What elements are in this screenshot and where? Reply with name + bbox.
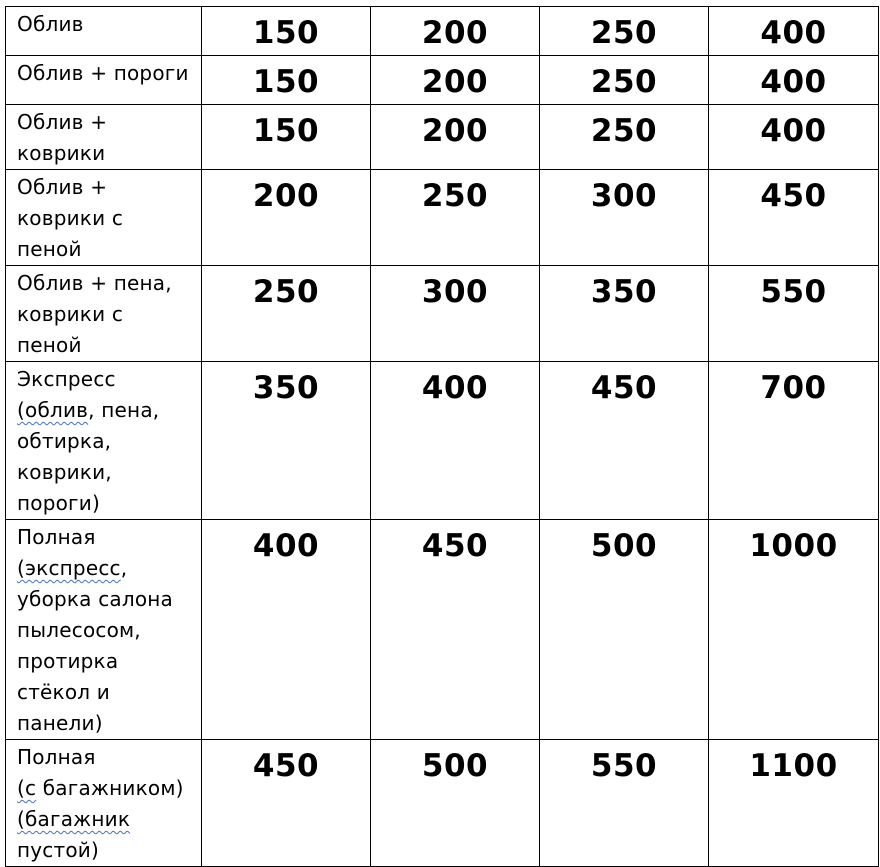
price-value: 250 [590,113,658,149]
price-cell [709,7,879,56]
service-label [6,266,201,361]
price-cell [540,170,709,266]
table-row [6,266,879,362]
price-value: 450 [252,748,320,784]
service-cell [6,170,202,266]
service-label [6,362,201,519]
price-value: 350 [252,370,320,406]
price-value: 550 [590,748,658,784]
price-value: 250 [421,178,489,214]
price-cell [371,170,540,266]
price-value: 550 [760,274,827,310]
table-row [6,362,879,520]
price-cell [371,266,540,362]
service-cell [6,740,202,867]
price-value: 1100 [749,748,838,784]
table-row [6,7,879,56]
price-value: 150 [252,113,320,149]
price-value: 1000 [749,528,838,564]
price-value: 400 [252,528,320,564]
price-value: 500 [590,528,658,564]
price-value: 150 [252,64,320,100]
price-cell [371,105,540,170]
price-cell [202,740,371,867]
price-cell [202,170,371,266]
service-label [6,740,201,866]
service-text: , уборка салона пылесосом, протирка стёкол и панели) [17,556,173,735]
service-label [6,520,201,739]
service-label [6,7,201,40]
table-row [6,740,879,867]
price-cell [202,7,371,56]
price-value: 500 [421,748,489,784]
service-cell [6,7,202,56]
service-text: Полная [17,745,96,769]
service-text: Облив + коврики с пеной [17,175,124,261]
price-cell [202,362,371,520]
table-row [6,105,879,170]
price-cell [540,362,709,520]
service-text: Полная [17,525,96,549]
spellcheck-flagged-text: (с [17,776,37,800]
spellcheck-flagged-text: (багажник [17,807,131,831]
price-value: 150 [252,15,320,51]
spellcheck-flagged-text: (экспресс [17,556,121,580]
price-cell [709,56,879,105]
table-row [6,520,879,740]
price-value: 200 [421,64,489,100]
service-cell [6,56,202,105]
service-text: Облив [17,12,84,36]
price-value: 250 [590,64,658,100]
price-cell [371,362,540,520]
service-text: багажником) [42,776,184,800]
price-cell [540,740,709,867]
service-text: Облив + пена, коврики с пеной [17,271,172,357]
price-value: 400 [421,370,489,406]
price-cell [540,105,709,170]
price-value: 400 [760,113,827,149]
price-table [5,6,879,867]
price-value: 450 [590,370,658,406]
price-value: 250 [590,15,658,51]
service-text: Облив + коврики [17,110,108,165]
service-label [6,56,201,89]
price-cell [540,7,709,56]
service-label [6,170,201,265]
price-value: 700 [760,370,827,406]
price-value: 450 [421,528,489,564]
service-text: пустой) [17,838,99,862]
price-value: 400 [760,15,827,51]
service-cell [6,266,202,362]
price-cell [709,362,879,520]
price-cell [709,170,879,266]
price-cell [371,740,540,867]
price-value: 200 [421,113,489,149]
price-value: 450 [760,178,827,214]
price-cell [202,520,371,740]
price-cell [371,520,540,740]
price-value: 200 [421,15,489,51]
price-value: 400 [760,64,827,100]
service-cell [6,362,202,520]
price-cell [709,520,879,740]
price-value: 250 [252,274,320,310]
price-value: 300 [421,274,489,310]
service-text: , пена, обтирка, коврики, пороги) [17,398,160,515]
service-cell [6,520,202,740]
price-value: 200 [252,178,320,214]
price-cell [709,740,879,867]
price-cell [371,7,540,56]
table-row [6,56,879,105]
price-cell [540,266,709,362]
price-cell [371,56,540,105]
price-value: 300 [590,178,658,214]
price-cell [709,266,879,362]
service-text: Экспресс [17,367,116,391]
service-label [6,105,201,169]
price-cell [540,56,709,105]
price-cell [202,56,371,105]
spellcheck-flagged-text: (облив [17,398,89,422]
price-cell [202,105,371,170]
price-cell [709,105,879,170]
price-cell [540,520,709,740]
price-value: 350 [590,274,658,310]
table-row [6,170,879,266]
price-cell [202,266,371,362]
price-table-body [6,7,879,867]
service-cell [6,105,202,170]
service-text: Облив + пороги [17,61,189,85]
